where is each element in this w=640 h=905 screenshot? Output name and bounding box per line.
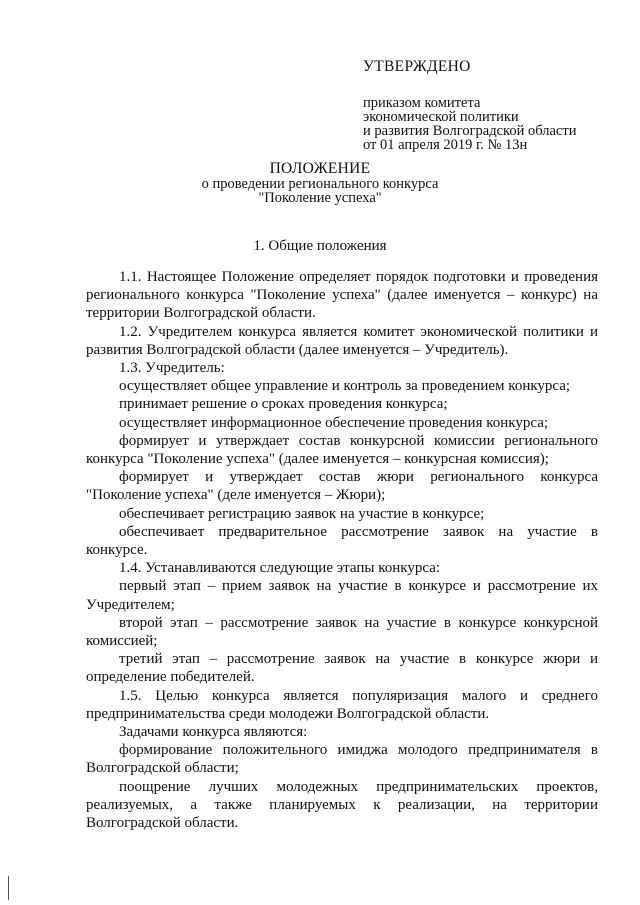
paragraph: 1.2. Учредителем конкурса является комитет экономической политики и развития Волгоградской области (далее именуется – Учредитель). [86, 323, 598, 358]
paragraph: осуществляет информационное обеспечение проведения конкурса; [119, 414, 549, 431]
paragraph: формирует и утверждает состав жюри регионального конкурса "Поколение успеха" (деле именуется – Жюри); [86, 469, 598, 504]
paragraph: обеспечивает регистрацию заявок на участие в конкурсе; [119, 505, 485, 522]
paragraph: 1.1. Настоящее Положение определяет порядок подготовки и проведения регионального конкурса "Поколение успеха" (далее именуется – конкурс) на территории Волгоградской области. [86, 269, 598, 322]
approval-stamp: УТВЕРЖДЕНО [363, 58, 471, 75]
title-line: "Поколение успеха" [258, 190, 382, 206]
paragraph: поощрение лучших молодежных предпринимательских проектов, реализуемых, а также планируемых к реализации, на территории Волгоградской области. [86, 778, 598, 832]
approval-line: от 01 апреля 2019 г. № 13н [363, 137, 528, 153]
paragraph: первый этап – прием заявок на участие в конкурсе и рассмотрение их Учредителем; [86, 578, 598, 613]
approval-line: экономической политики [363, 109, 519, 125]
scan-edge-mark [8, 876, 9, 900]
paragraph: формирование положительного имиджа молодого предпринимателя в Волгоградской области; [86, 742, 598, 777]
approval-line: и развития Волгоградской области [363, 123, 577, 139]
paragraph: принимает решение о сроках проведения конкурса; [119, 396, 448, 413]
paragraph: формирует и утверждает состав конкурсной комиссии регионального конкурса "Поколение успеха" (далее именуется – конкурсная комиссия); [86, 432, 598, 468]
document-body [86, 268, 598, 832]
approval-line: приказом комитета [363, 95, 481, 111]
paragraph: второй этап – рассмотрение заявок на участие в конкурсе конкурсной комиссией; [86, 614, 598, 650]
title-line: ПОЛОЖЕНИЕ [269, 160, 371, 177]
document-title [0, 162, 640, 206]
paragraph: 1.4. Устанавливаются следующие этапы конкурса: [119, 560, 441, 577]
section-heading: 1. Общие положения [253, 238, 387, 254]
paragraph: осуществляет общее управление и контроль за проведением конкурса; [119, 378, 571, 395]
approval-block [363, 60, 623, 152]
paragraph: третий этап – рассмотрение заявок на участие в конкурсе жюри и определение победителей. [86, 651, 598, 686]
paragraph: 1.5. Целью конкурса является популяризация малого и среднего предпринимательства среди молодежи Волгоградской области. [86, 687, 598, 722]
paragraph: обеспечивает предварительное рассмотрение заявок на участие в конкурсе. [86, 523, 598, 559]
paragraph: Задачами конкурса являются: [119, 724, 308, 741]
title-line: о проведении регионального конкурса [201, 175, 439, 192]
paragraph: 1.3. Учредитель: [119, 360, 225, 377]
